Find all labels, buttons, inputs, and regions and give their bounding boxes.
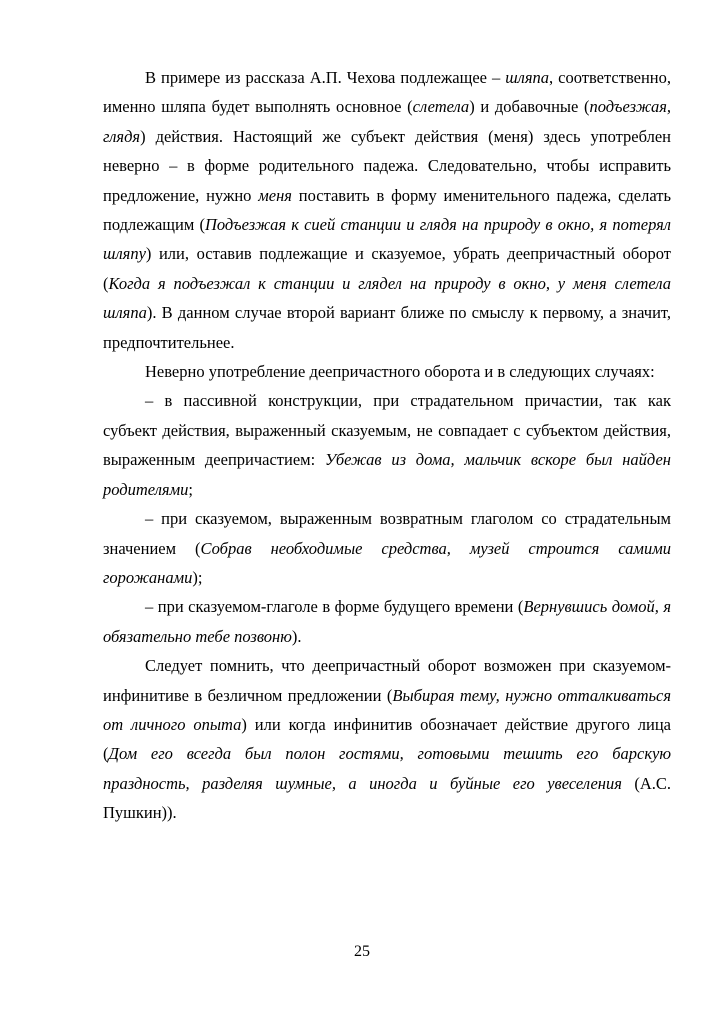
italic-run: Убежав из дома, мальчик вскоре был найден родителями [103, 450, 671, 499]
paragraph-3 [103, 386, 671, 504]
text-run: Следует помнить, что деепричастный оборот возможен при сказуемом-инфинитиве в безличном предложении ( [103, 656, 671, 705]
text-run: ). В данном случае второй вариант ближе по смыслу к первому, а значит, предпочтительнее. [103, 303, 671, 352]
text-run: Неверно употребление деепричастного оборота и в следующих случаях: [145, 362, 655, 382]
paragraph-6 [103, 651, 671, 827]
text-run: ) действия. Настоящий же субъект действия (меня) здесь употреблен неверно – в форме родительного падежа. Следовательно, чтобы исправить предложение, нужно [103, 126, 671, 205]
text-run: ). [291, 626, 302, 646]
paragraph-2 [103, 357, 671, 386]
text-run: (А.С. Пушкин)). [103, 773, 671, 823]
italic-run: Собрав необходимые средства, музей строится самими горожанами [103, 538, 671, 587]
italic-run: шляпа [505, 68, 550, 87]
text-run: ) и добавочные ( [469, 97, 590, 117]
paragraph-1 [103, 63, 671, 357]
italic-run: Подъезжая к сией станции и глядя на природу в окно, я потерял шляпу [103, 215, 671, 264]
italic-run: Вернувшись домой, я обязательно тебе позвоню [103, 597, 672, 646]
text-run: В примере из рассказа А.П. Чехова подлежащее – [145, 68, 506, 87]
text-run: ; [188, 479, 193, 499]
paragraph-4 [103, 504, 671, 592]
text-run: ) или когда инфинитив обозначает действие другого лица ( [103, 714, 671, 764]
italic-run: слетела [412, 97, 470, 117]
italic-run: Выбирая тему, нужно отталкиваться от личного опыта [103, 685, 671, 734]
text-run: ) или, оставив подлежащие и сказуемое, убрать деепричастный оборот ( [103, 244, 671, 293]
text-run: ); [192, 567, 203, 587]
paragraph-5 [103, 592, 671, 651]
italic-run: подъезжая, глядя [103, 97, 671, 146]
text-run: – при сказуемом-глаголе в форме будущего времени ( [145, 597, 524, 617]
text-run: , соответственно, именно шляпа будет выполнять основное ( [103, 68, 671, 117]
text-run: – в пассивной конструкции, при страдательном причастии, так как субъект действия, выраженный сказуемым, не совпадает с субъектом действия, выраженным деепричастием: [103, 391, 671, 470]
italic-run: Когда я подъезжал к станции и глядел на природу в окно, у меня слетела шляпа [103, 273, 671, 323]
text-run: – при сказуемом, выраженным возвратным глаголом со страдательным значением ( [103, 509, 671, 558]
text-run: поставить в форму именительного падежа, сделать подлежащим ( [103, 185, 671, 235]
page-number: 25 [354, 943, 370, 960]
italic-run: меня [258, 185, 292, 205]
document-body [103, 63, 671, 828]
italic-run: Дом его всегда был полон гостями, готовыми тешить его барскую праздность, разделяя шумные, а иногда и буйные его увеселения [103, 744, 671, 793]
